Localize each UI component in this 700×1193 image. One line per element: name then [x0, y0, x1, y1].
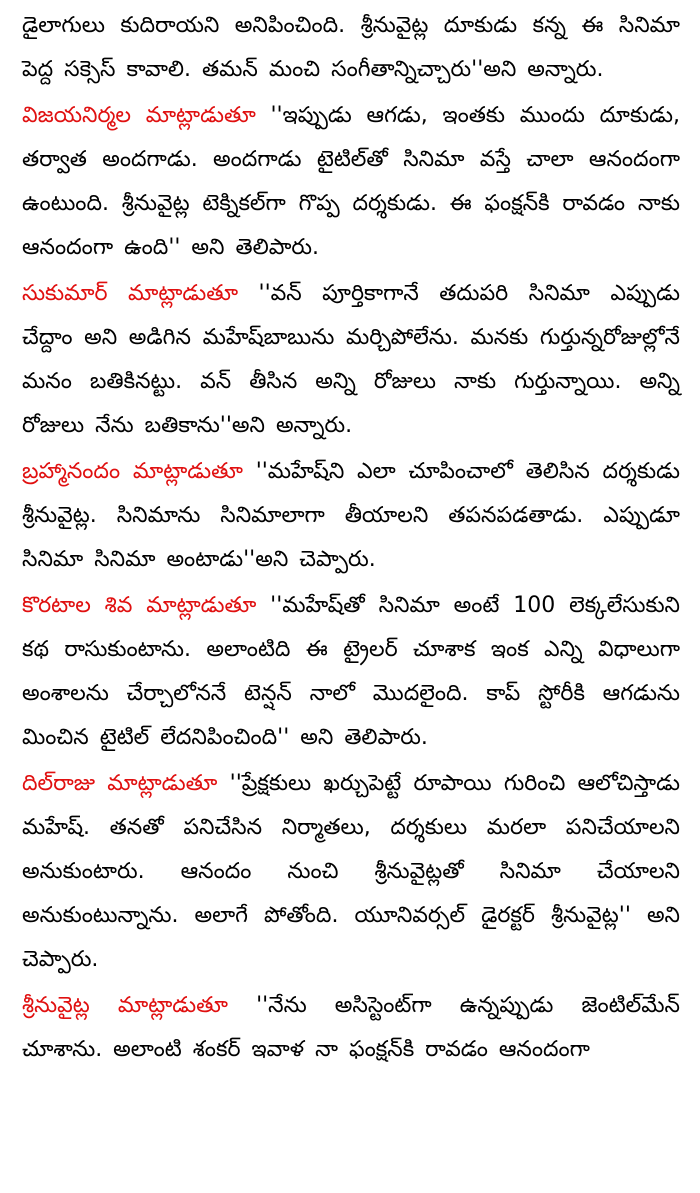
speaker-name: సుకుమార్ మాట్లాడుతూ: [22, 281, 239, 306]
paragraph-text: ''మహేష్‌తో సినిమా అంటే 100 లెక్కలేసుకుని కథ రాసుకుంటాను. అలాంటిది ఈ ట్రైలర్ చూశాక ఇంక ఎన్ని విధాలుగా అంశాలను చేర్చాలోననే టెన్షన్ నాలో మొదలైంది. కాప్ స్టోరీకి ఆగడును మించిన టైటిల్ లేదనిపించింది'' అని తెలిపారు.: [22, 593, 680, 750]
speaker-name: శ్రీనువైట్ల మాట్లాడుతూ: [22, 993, 228, 1018]
paragraph-text: ''మహేష్‌ని ఎలా చూపించాలో తెలిసిన దర్శకుడు శ్రీనువైట్ల. సినిమాను సినిమాలాగా తీయాలని తపనపడతాడు. ఎప్పుడూ సినిమా సినిమా అంటాడు''అని చెప్పారు.: [22, 459, 680, 572]
paragraph-2: [22, 94, 680, 270]
speaker-name: కొరటాల శివ మాట్లాడుతూ: [22, 593, 257, 618]
speaker-name: బ్రహ్మానందం మాట్లాడుతూ: [22, 459, 243, 484]
paragraph-7: [22, 984, 680, 1072]
paragraph-text: ''ఇప్పుడు ఆగడు, ఇంతకు ముందు దూకుడు, తర్వాత అందగాడు. అందగాడు టైటిల్‌తో సినిమా వస్తే చాలా ఆనందంగా ఉంటుంది. శ్రీనువైట్ల టెక్నికల్‌గా గొప్ప దర్శకుడు. ఈ ఫంక్షన్‌కి రావడం నాకు ఆనందంగా ఉంది'' అని తెలిపారు.: [22, 103, 680, 260]
speaker-name: దిల్‌రాజు మాట్లాడుతూ: [22, 771, 218, 796]
paragraph-1: [22, 4, 680, 92]
paragraph-5: [22, 584, 680, 760]
speaker-name: విజయనిర్మల మాట్లాడుతూ: [22, 103, 256, 128]
paragraph-6: [22, 762, 680, 982]
paragraph-text: ''వన్ పూర్తికాగానే తదుపరి సినిమా ఎప్పుడు చేద్దాం అని అడిగిన మహేష్‌బాబును మర్చిపోలేను. మనకు గుర్తున్నరోజుల్లోనే మనం బతికినట్టు. వన్ తీసిన అన్ని రోజులు నాకు గుర్తున్నాయి. అన్ని రోజులు నేను బతికాను''అని అన్నారు.: [22, 281, 680, 438]
paragraph-3: [22, 272, 680, 448]
paragraph-text: డైలాగులు కుదిరాయని అనిపించింది. శ్రీనువైట్ల దూకుడు కన్న ఈ సినిమా పెద్ద సక్సెస్ కావాలి. తమన్ మంచి సంగీతాన్నిచ్చారు''అని అన్నారు.: [22, 13, 680, 82]
paragraph-text: ''ప్రేక్షకులు ఖర్చుపెట్టే రూపాయి గురించి ఆలోచిస్తాడు మహేష్. తనతో పనిచేసిన నిర్మాతలు, దర్శకులు మరలా పనిచేయాలని అనుకుంటారు. ఆనందం నుంచి శ్రీనువైట్లతో సినిమా చేయాలని అనుకుంటున్నాను. అలాగే పోతోంది. యూనివర్సల్ డైరక్టర్ శ్రీనువైట్ల'' అని చెప్పారు.: [22, 771, 681, 972]
paragraph-text: ''నేను అసిస్టెంట్‌గా ఉన్నప్పుడు జెంటిల్‌మేన్ చూశాను. అలాంటి శంకర్ ఇవాళ నా ఫంక్షన్‌కి రావడం ఆనందంగా: [22, 993, 680, 1062]
paragraph-4: [22, 450, 680, 582]
